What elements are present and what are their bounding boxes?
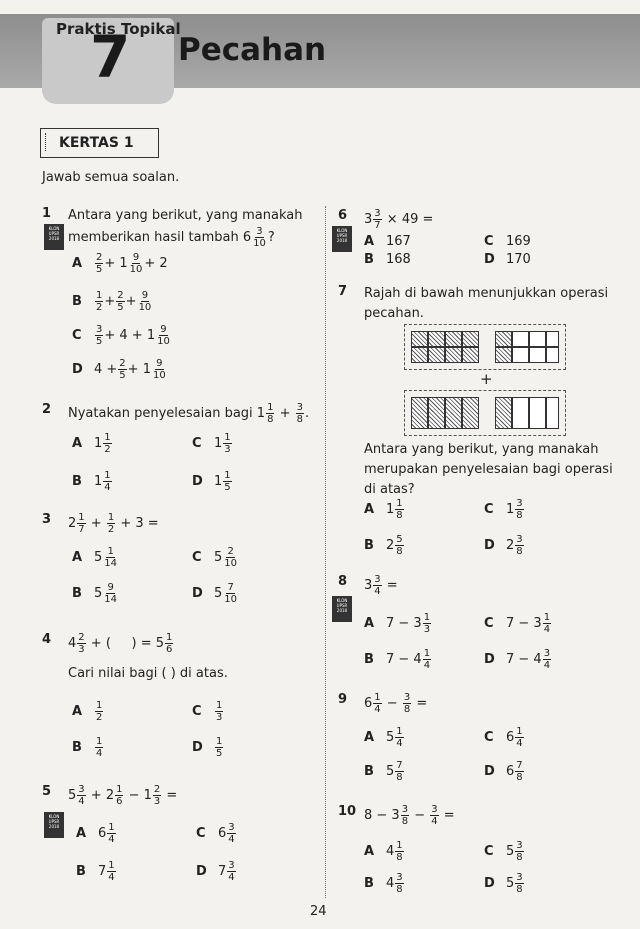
question-7-prompt: Antara yang berikut, yang manakah merupakan penyelesaian bagi operasi di atas? [364,442,613,497]
question-number: 9 [338,692,348,707]
question-stem: 6 $\frac{1}{4}$ − $\frac{3}{8}$ = [364,692,428,715]
option-2c[interactable]: C 1 $\frac{1}{3}$ [192,432,231,455]
option-1b[interactable]: B $\frac{1}{2}$ + $\frac{2}{5}$ + $\frac{9}{10}$ [72,290,152,313]
paper-label: KERTAS 1 [40,128,159,158]
option-2d[interactable]: D 1 $\frac{1}{5}$ [192,470,231,493]
option-6b[interactable]: B 168 [364,252,411,267]
option-7c[interactable]: C 1 $\frac{3}{8}$ [484,498,523,521]
option-10a[interactable]: A 4 $\frac{1}{8}$ [364,840,403,863]
question-number: 3 [42,512,52,527]
question-stem: Rajah di bawah menunjukkan operasi pecahan. [364,286,609,321]
option-9b[interactable]: B 5 $\frac{7}{8}$ [364,760,403,783]
option-10d[interactable]: D 5 $\frac{3}{8}$ [484,872,523,895]
question-4-sub: Cari nilai bagi ( ) di atas. [68,666,228,681]
question-stem: 8 − 3 $\frac{3}{8}$ − $\frac{3}{4}$ = [364,804,455,827]
option-2a[interactable]: A 1 $\frac{1}{2}$ [72,432,111,455]
option-9c[interactable]: C 6 $\frac{1}{4}$ [484,726,523,749]
question-stem: 3 $\frac{3}{7}$ × 49 = [364,208,434,231]
question-number: 5 [42,784,52,799]
exam-badge-icon: KLON UPSR 2018 [44,812,64,838]
option-8b[interactable]: B 7 − 4 $\frac{1}{4}$ [364,648,431,671]
option-6c[interactable]: C 169 [484,234,531,249]
option-3d[interactable]: D 5 $\frac{7}{10}$ [192,582,238,605]
fraction-diagram-top [404,324,566,370]
option-5c[interactable]: C 6 $\frac{3}{4}$ [196,822,235,845]
option-5b[interactable]: B 7 $\frac{1}{4}$ [76,860,115,883]
instruction: Jawab semua soalan. [42,170,180,185]
tab-label: Praktis Topikal [56,20,181,38]
option-4c[interactable]: C $\frac{1}{3}$ [192,700,223,723]
exam-badge-icon: KLON UPSR 2018 [44,224,64,250]
option-4a[interactable]: A $\frac{1}{2}$ [72,700,103,723]
option-4b[interactable]: B $\frac{1}{4}$ [72,736,103,759]
question-number: 4 [42,632,52,647]
option-4d[interactable]: D $\frac{1}{5}$ [192,736,223,759]
chapter-title: Pecahan [178,32,327,68]
option-7a[interactable]: A 1 $\frac{1}{8}$ [364,498,403,521]
question-stem: 2 $\frac{1}{7}$ + $\frac{1}{2}$ + 3 = [68,512,159,535]
option-8d[interactable]: D 7 − 4 $\frac{3}{4}$ [484,648,551,671]
question-number: 6 [338,208,348,223]
page-number: 24 [310,904,327,919]
option-5a[interactable]: A 6 $\frac{1}{4}$ [76,822,115,845]
exam-badge-icon: KLON UPSR 2018 [332,226,352,252]
question-stem: Antara yang berikut, yang manakah memberikan hasil tambah 6 $\frac{3}{10}$ ? [68,208,303,249]
question-stem: 5 $\frac{3}{4}$ + 2 $\frac{1}{6}$ − 1 $\frac{2}{3}$ = [68,784,178,807]
option-8c[interactable]: C 7 − 3 $\frac{1}{4}$ [484,612,551,635]
option-9d[interactable]: D 6 $\frac{7}{8}$ [484,760,523,783]
question-number: 8 [338,574,348,589]
option-10c[interactable]: C 5 $\frac{3}{8}$ [484,840,523,863]
option-2b[interactable]: B 1 $\frac{1}{4}$ [72,470,111,493]
option-7d[interactable]: D 2 $\frac{3}{8}$ [484,534,523,557]
option-1d[interactable]: D 4 + $\frac{2}{5}$ + 1 $\frac{9}{10}$ [72,358,166,381]
option-10b[interactable]: B 4 $\frac{3}{8}$ [364,872,403,895]
fraction-diagram-bottom [404,390,566,436]
option-1c[interactable]: C $\frac{3}{5}$ + 4 + 1 $\frac{9}{10}$ [72,324,170,347]
question-number: 7 [338,284,348,299]
option-8a[interactable]: A 7 − 3 $\frac{1}{3}$ [364,612,431,635]
chapter-number: 7 [90,23,131,91]
option-3c[interactable]: C 5 $\frac{2}{10}$ [192,546,238,569]
option-7b[interactable]: B 2 $\frac{5}{8}$ [364,534,403,557]
option-3a[interactable]: A 5 $\frac{1}{14}$ [72,546,118,569]
question-number: 2 [42,402,52,417]
option-6d[interactable]: D 170 [484,252,531,267]
question-stem: 4 $\frac{2}{3}$ + ( ) = 5 $\frac{1}{6}$ [68,632,173,655]
question-stem: Nyatakan penyelesaian bagi 1 $\frac{1}{8}$ + $\frac{3}{8}$ . [68,402,310,425]
question-number: 10 [338,804,357,819]
question-number: 1 [42,206,52,221]
option-5d[interactable]: D 7 $\frac{3}{4}$ [196,860,235,883]
question-stem: 3 $\frac{3}{4}$ = [364,574,398,597]
plus-sign: + [480,370,493,388]
option-9a[interactable]: A 5 $\frac{1}{4}$ [364,726,403,749]
exam-badge-icon: KLON UPSR 2018 [332,596,352,622]
option-1a[interactable]: A $\frac{2}{5}$ + 1 $\frac{9}{10}$ + 2 [72,252,168,275]
option-6a[interactable]: A 167 [364,234,411,249]
option-3b[interactable]: B 5 $\frac{9}{14}$ [72,582,118,605]
